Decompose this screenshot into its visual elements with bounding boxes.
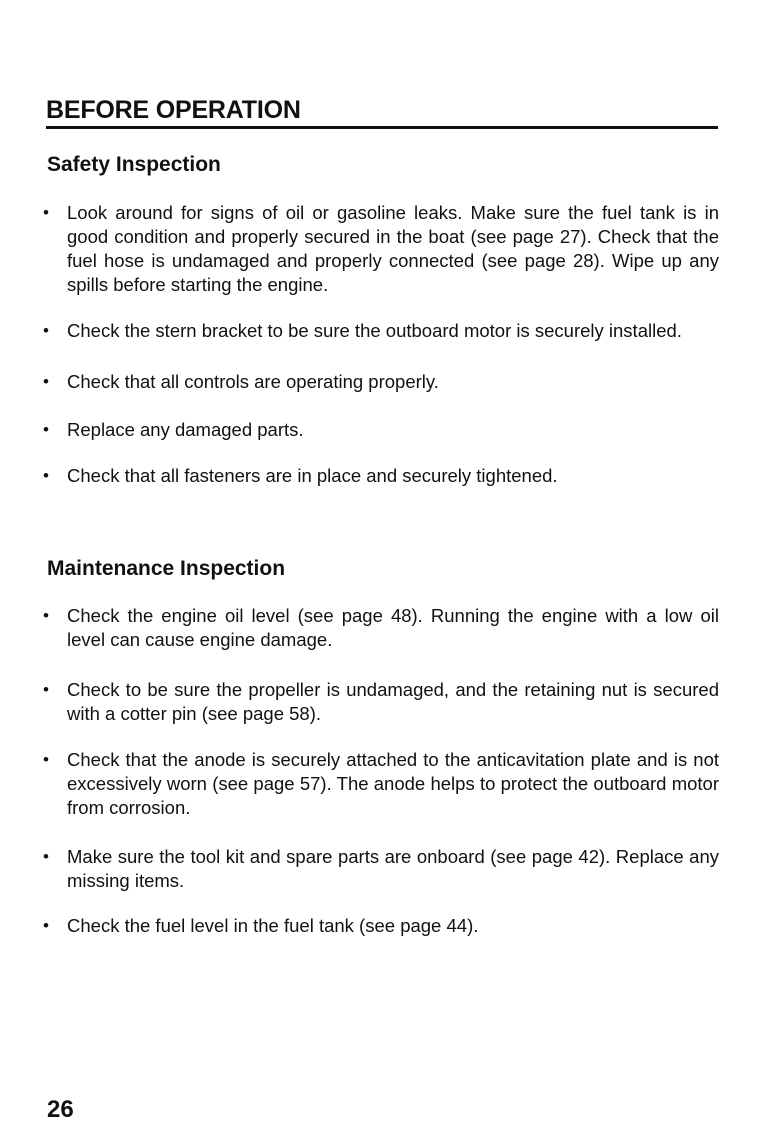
- bullet-icon: •: [43, 750, 49, 769]
- bullet-icon: •: [43, 916, 49, 935]
- heading-rule: [46, 126, 718, 129]
- bullet-icon: •: [43, 420, 49, 439]
- bullet-icon: •: [43, 372, 49, 391]
- safety-item-text: Check that all fasteners are in place and securely tightened.: [67, 465, 558, 486]
- maintenance-item: [43, 678, 719, 726]
- safety-item: [43, 201, 719, 297]
- maintenance-item-text: Check the fuel level in the fuel tank (see page 44).: [67, 915, 479, 936]
- page-heading: BEFORE OPERATION: [46, 96, 301, 124]
- maintenance-item-text: Make sure the tool kit and spare parts are onboard (see page 42). Replace any missing items.: [67, 846, 719, 891]
- safety-item: [43, 319, 719, 343]
- maintenance-item: [43, 604, 719, 652]
- bullet-icon: •: [43, 203, 49, 222]
- bullet-icon: •: [43, 466, 49, 485]
- safety-item: [43, 418, 719, 442]
- maintenance-item-text: Check that the anode is securely attached to the anticavitation plate and is not excessively worn (see page 57). The anode helps to protect the outboard motor from corrosion.: [67, 749, 719, 818]
- safety-inspection-title: Safety Inspection: [47, 153, 221, 176]
- safety-item-text: Check the stern bracket to be sure the outboard motor is securely installed.: [67, 320, 682, 341]
- safety-item: [43, 370, 719, 394]
- maintenance-item: [43, 748, 719, 820]
- safety-item-text: Check that all controls are operating properly.: [67, 371, 439, 392]
- maintenance-item: [43, 845, 719, 893]
- bullet-icon: •: [43, 606, 49, 625]
- maintenance-item-text: Check the engine oil level (see page 48). Running the engine with a low oil level can cause engine damage.: [67, 605, 719, 650]
- page-number: 26: [47, 1096, 74, 1123]
- bullet-icon: •: [43, 680, 49, 699]
- maintenance-item-text: Check to be sure the propeller is undamaged, and the retaining nut is secured with a cotter pin (see page 58).: [67, 679, 719, 724]
- safety-item-text: Replace any damaged parts.: [67, 419, 304, 440]
- bullet-icon: •: [43, 847, 49, 866]
- bullet-icon: •: [43, 321, 49, 340]
- safety-item-text: Look around for signs of oil or gasoline leaks. Make sure the fuel tank is in good condition and properly secured in the boat (see page 27). Check that the fuel hose is undamaged and properly connected (see page 28). Wipe up any spills before starting the engine.: [67, 202, 719, 295]
- safety-item: [43, 464, 719, 488]
- maintenance-inspection-title: Maintenance Inspection: [47, 557, 286, 580]
- maintenance-item: [43, 914, 719, 938]
